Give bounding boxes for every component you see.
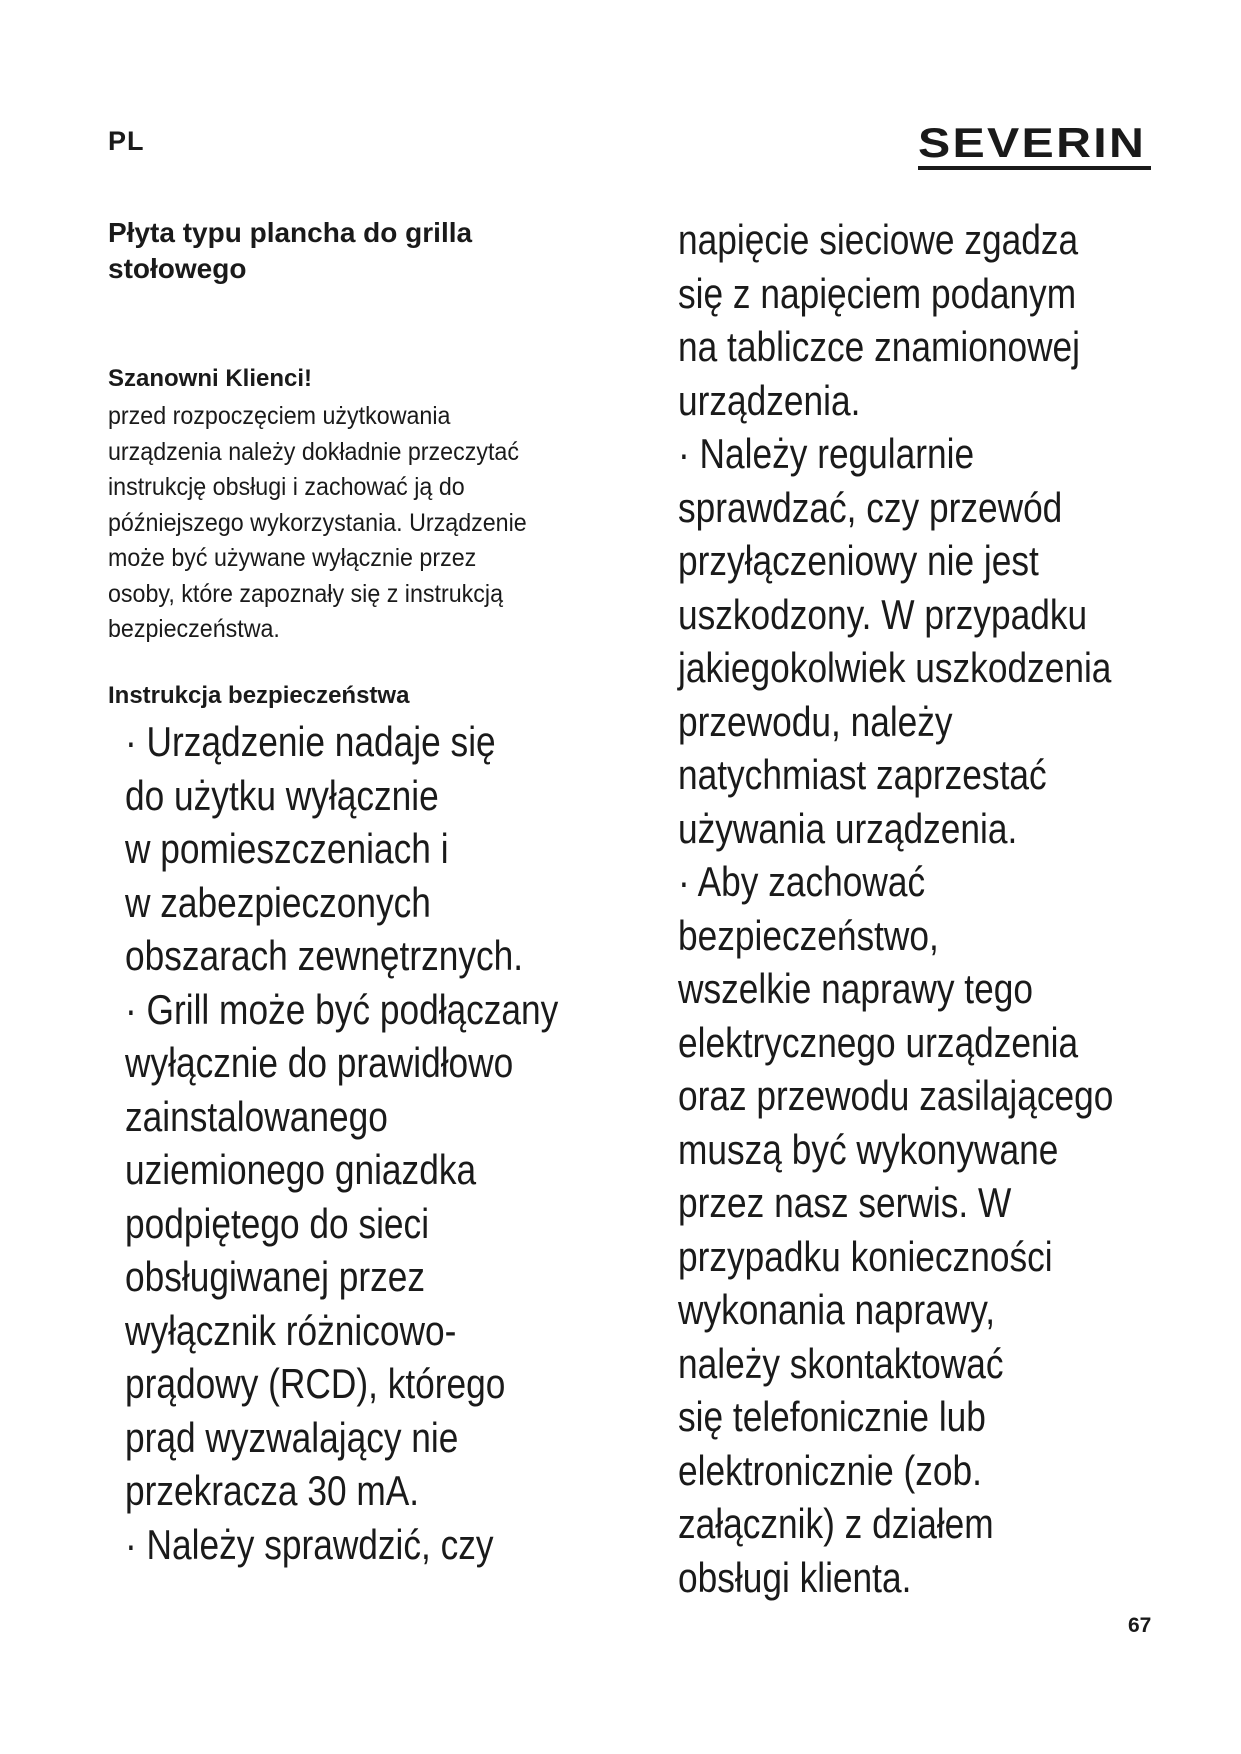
intro-line: instrukcję obsługi i zachować ją do — [108, 473, 465, 501]
safety-heading: Instrukcja bezpieczeństwa — [108, 682, 410, 709]
text-line: zainstalowanego — [125, 1092, 388, 1140]
text-line: wyłącznie do prawidłowo — [125, 1039, 514, 1086]
text-line: na tabliczce znamionowej — [678, 323, 1081, 370]
language-code: PL — [108, 126, 145, 156]
text-line: prąd wyzwalający nie — [125, 1413, 459, 1461]
text-line: w zabezpieczonych — [125, 878, 431, 926]
title-line: Płyta typu plancha do grilla — [108, 217, 473, 248]
text-line: wykonania naprawy, — [678, 1286, 996, 1333]
text-line: · Grill może być podłączany — [125, 985, 559, 1033]
intro-line: przed rozpoczęciem użytkowania — [108, 402, 451, 430]
text-line: · Należy sprawdzić, czy — [125, 1520, 494, 1568]
product-title — [108, 215, 578, 287]
text-line: przyłączeniowy nie jest — [678, 537, 1039, 584]
text-line: · Aby zachować — [678, 858, 926, 905]
text-line: uziemionego gniazdka — [125, 1146, 477, 1193]
text-line: przewodu, należy — [678, 697, 953, 745]
text-line: przypadku konieczności — [678, 1232, 1053, 1280]
text-line: obszarach zewnętrznych. — [125, 932, 524, 979]
text-line: wszelkie naprawy tego — [678, 965, 1033, 1012]
text-line: należy skontaktować — [678, 1339, 1004, 1387]
intro-line: urządzenia należy dokładnie przeczytać — [108, 437, 519, 466]
text-line: jakiegokolwiek uszkodzenia — [678, 644, 1112, 691]
text-line: używania urządzenia. — [678, 804, 1018, 852]
logo-underline — [918, 166, 1151, 170]
text-line: przekracza 30 mA. — [125, 1467, 420, 1514]
title-line: stołowego — [108, 253, 247, 284]
text-line: napięcie sieciowe zgadza — [678, 216, 1079, 263]
text-line: obsługiwanej przez — [125, 1253, 426, 1300]
greeting-heading: Szanowni Klienci! — [108, 365, 313, 392]
text-line: elektronicznie (zob. — [678, 1446, 982, 1494]
text-line: uszkodzony. W przypadku — [678, 590, 1088, 638]
page-number: 67 — [1128, 1614, 1152, 1637]
text-line: podpiętego do sieci — [125, 1199, 430, 1247]
text-line: sprawdzać, czy przewód — [678, 483, 1063, 531]
text-line: · Urządzenie nadaje się — [125, 718, 496, 765]
safety-text-left-column — [125, 715, 595, 1571]
text-line: obsługi klienta. — [678, 1553, 912, 1601]
intro-line: późniejszego wykorzystania. Urządzenie — [108, 508, 527, 537]
text-line: przez nasz serwis. W — [678, 1179, 1012, 1226]
text-line: bezpieczeństwo, — [678, 911, 939, 959]
text-line: załącznik) z działem — [678, 1500, 994, 1547]
text-line: w pomieszczeniach i — [125, 825, 449, 872]
intro-line: może być używane wyłącznie przez — [108, 544, 477, 572]
text-line: się z napięciem podanym — [678, 269, 1077, 317]
text-line: elektrycznego urządzenia — [678, 1018, 1079, 1066]
severin-logo — [918, 119, 1151, 174]
text-line: oraz przewodu zasilającego — [678, 1072, 1114, 1119]
text-line: natychmiast zaprzestać — [678, 751, 1047, 798]
text-line: do użytku wyłącznie — [125, 771, 439, 819]
text-line: urządzenia. — [678, 376, 861, 424]
brand-wordmark: SEVERIN — [918, 119, 1147, 166]
text-line: się telefonicznie lub — [678, 1393, 986, 1440]
text-line: · Należy regularnie — [678, 430, 975, 477]
intro-line: bezpieczeństwa. — [108, 615, 280, 643]
text-line: prądowy (RCD), którego — [125, 1360, 506, 1407]
safety-text-right-column — [678, 213, 1148, 1604]
text-line: wyłącznik różnicowo- — [125, 1306, 457, 1354]
intro-paragraph — [108, 399, 592, 648]
text-line: muszą być wykonywane — [678, 1125, 1059, 1173]
intro-line: osoby, które zapoznały się z instrukcją — [108, 579, 504, 608]
